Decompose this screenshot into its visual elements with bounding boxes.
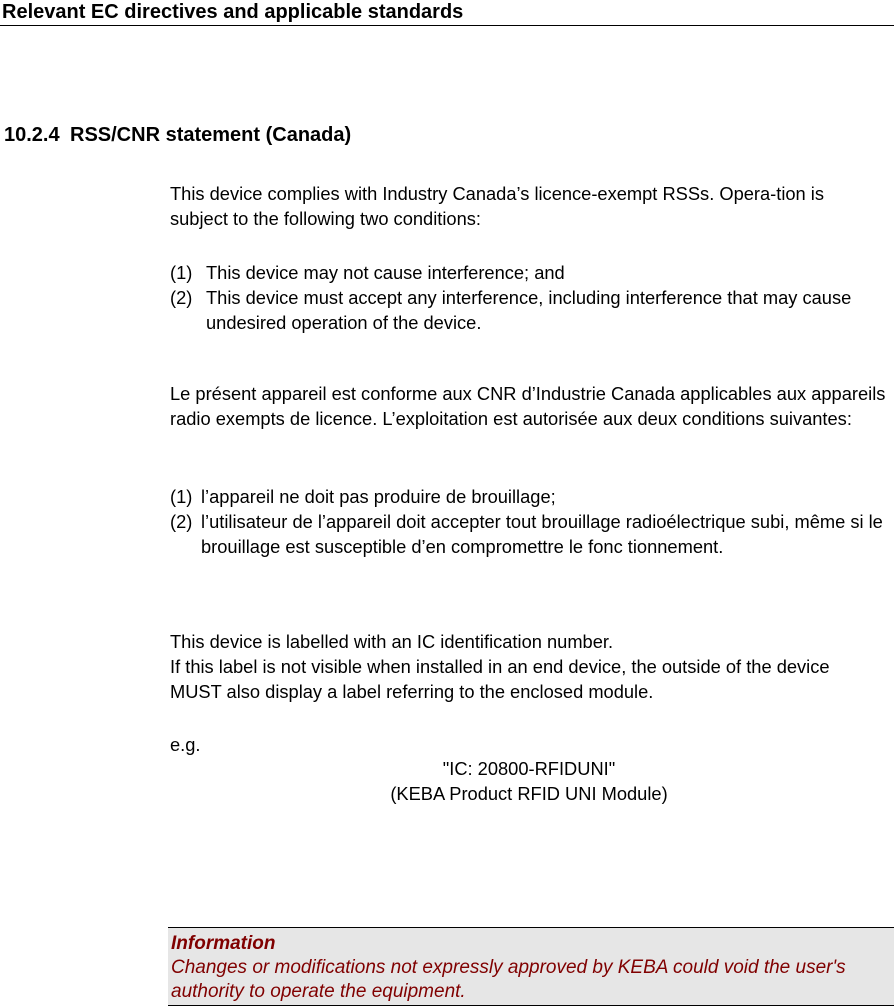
list-marker: (1): [170, 486, 193, 507]
section-number: 10.2.4: [4, 124, 60, 146]
english-statement: [170, 181, 886, 231]
labelling-statement: [170, 629, 886, 704]
ic-label-example: [164, 756, 894, 806]
french-intro: Le présent appareil est conforme aux CNR d’Industrie Canada applicables aux appareils radio exempts de licence. L’exploitation est autorisée aux deux conditions suivantes:: [170, 383, 886, 429]
information-box: [168, 927, 894, 1006]
section-title: RSS/CNR statement (Canada): [70, 124, 352, 146]
information-title: Information: [171, 933, 276, 954]
list-marker: (2): [170, 287, 193, 308]
list-item: [170, 260, 886, 285]
list-item-text: This device may not cause interference; and: [206, 262, 565, 283]
labelling-line-1: This device is labelled with an IC identification number.: [170, 631, 614, 652]
french-statement: [170, 381, 886, 431]
product-name: (KEBA Product RFID UNI Module): [390, 783, 668, 804]
page-header: [0, 0, 894, 26]
list-marker: (2): [170, 511, 193, 532]
list-item-text: l’utilisateur de l’appareil doit accepter tout brouillage radioélectrique subi, même si le brouillage est susceptible d’en compromettre le fonc tionnement.: [201, 511, 883, 557]
header-title: Relevant EC directives and applicable standards: [2, 1, 464, 23]
list-item: [170, 285, 886, 335]
english-intro: This device complies with Industry Canada’s licence-exempt RSSs. Opera-tion is subject to the following two conditions:: [170, 183, 825, 229]
french-conditions-list: [170, 484, 886, 559]
information-text: Changes or modifications not expressly approved by KEBA could void the user's authority to operate the equipment.: [171, 957, 846, 1002]
english-conditions-list: [170, 260, 886, 335]
labelling-line-2: If this label is not visible when installed in an end device, the outside of the device MUST also display a label referring to the enclosed module.: [170, 656, 830, 702]
list-item-text: This device must accept any interference, including interference that may cause undesired operation of the device.: [206, 287, 852, 333]
ic-number: "IC: 20800-RFIDUNI": [442, 758, 616, 779]
list-item-text: l’appareil ne doit pas produire de brouillage;: [201, 486, 556, 507]
example-prefix: e.g.: [170, 734, 201, 755]
section-heading: [4, 122, 351, 148]
list-item: [170, 484, 886, 509]
list-item: [170, 509, 886, 559]
list-marker: (1): [170, 262, 193, 283]
